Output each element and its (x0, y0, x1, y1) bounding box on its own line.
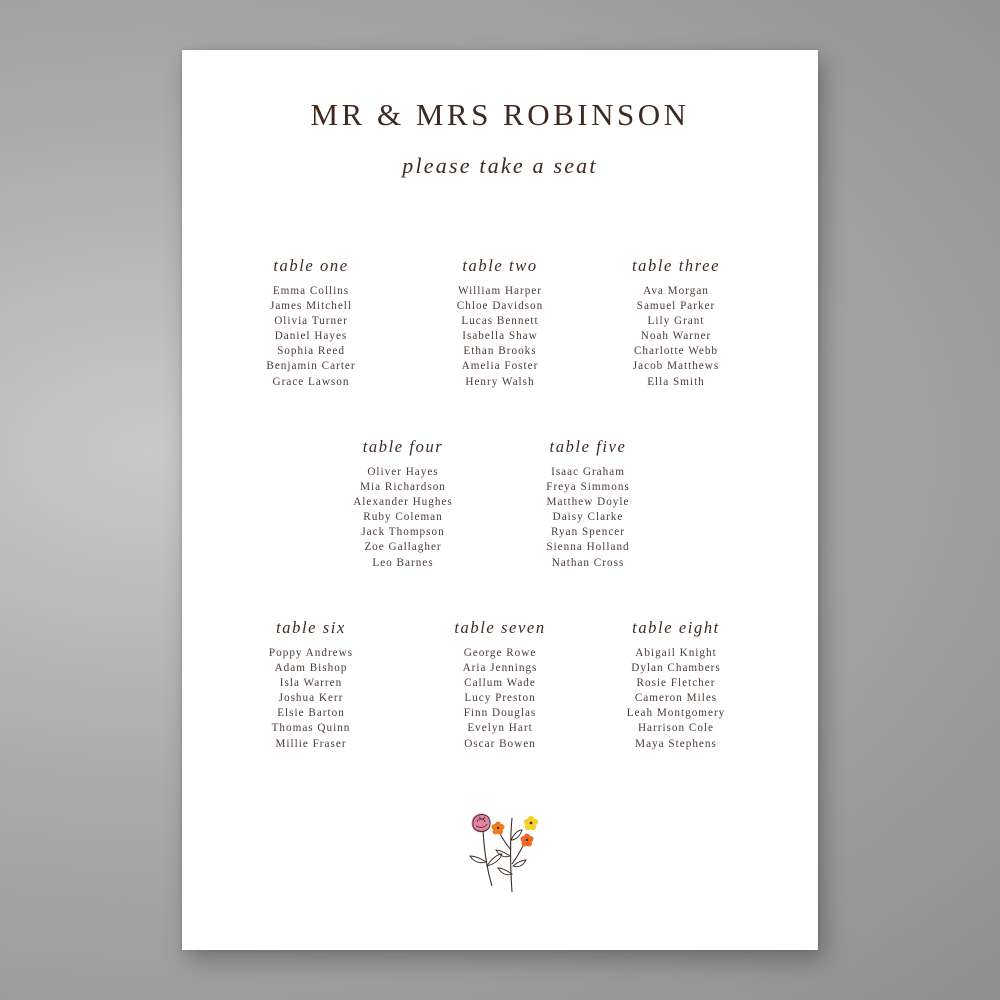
guest-name: Henry Walsh (465, 375, 535, 388)
guest-name: Adam Bishop (274, 662, 348, 675)
guest-name: Harrison Cole (637, 722, 715, 735)
guest-name: William Harper (457, 285, 543, 297)
table-two (410, 256, 590, 390)
guest-name: Ethan Brooks (463, 345, 537, 358)
table-five (498, 437, 678, 571)
guest-name: Leah Montgomery (626, 707, 726, 720)
guest-name: Chloe Davidson (456, 300, 544, 313)
guest-name: Isla Warren (279, 677, 343, 690)
guest-name: Amelia Foster (461, 360, 539, 373)
guest-name: Leo Barnes (372, 556, 434, 569)
table-name: table seven (454, 618, 546, 637)
guest-name: Callum Wade (464, 677, 536, 690)
table-six (221, 618, 401, 752)
guest-name: Rosie Fletcher (636, 677, 716, 690)
guest-name: Ava Morgan (643, 285, 709, 297)
guest-name: Finn Douglas (463, 707, 537, 720)
guest-name: Oliver Hayes (367, 466, 439, 478)
table-name: table one (273, 256, 349, 275)
guest-name: Sophia Reed (277, 345, 345, 358)
guest-name: Sienna Holland (546, 541, 630, 554)
guest-name: Poppy Andrews (268, 647, 354, 659)
guest-name: Jack Thompson (361, 526, 445, 539)
table-seven (410, 618, 590, 752)
guest-name: Ryan Spencer (551, 526, 625, 539)
table-three (586, 256, 766, 390)
guest-name: Zoe Gallagher (364, 541, 442, 554)
couple-title: MR & MRS ROBINSON (310, 97, 690, 132)
table-name: table three (631, 256, 720, 275)
guest-name: Nathan Cross (551, 556, 625, 569)
guest-name: Daisy Clarke (552, 511, 624, 524)
guest-name: Maya Stephens (635, 737, 717, 750)
guest-name: Thomas Quinn (271, 722, 351, 735)
guest-name: Isaac Graham (551, 466, 625, 478)
table-name: table two (462, 256, 538, 275)
guest-name: Millie Fraser (275, 737, 347, 750)
guest-name: Dylan Chambers (631, 662, 721, 675)
guest-name: Abigail Knight (635, 647, 717, 659)
guest-name: Samuel Parker (636, 300, 716, 313)
table-one (221, 256, 401, 390)
guest-name: Jacob Matthews (632, 360, 720, 373)
guest-name: Noah Warner (640, 330, 712, 343)
guest-name: Elsie Barton (277, 707, 345, 720)
guest-name: Alexander Hughes (353, 496, 453, 509)
guest-name: Lily Grant (647, 315, 705, 328)
guest-name: Mia Richardson (360, 481, 446, 494)
guest-name: James Mitchell (269, 300, 353, 313)
guest-name: Lucy Preston (464, 692, 536, 705)
guest-name: Daniel Hayes (274, 330, 348, 343)
guest-name: Ella Smith (647, 375, 705, 388)
guest-name: George Rowe (463, 647, 537, 659)
table-eight (586, 618, 766, 752)
subtitle: please take a seat (402, 153, 598, 178)
wildflower-illustration-icon (460, 800, 550, 900)
table-name: table six (276, 618, 346, 637)
guest-name: Freya Simmons (546, 481, 630, 494)
guest-name: Olivia Turner (274, 315, 348, 328)
guest-name: Isabella Shaw (462, 330, 538, 343)
guest-name: Ruby Coleman (363, 511, 443, 524)
guest-name: Benjamin Carter (266, 360, 356, 373)
table-name: table eight (632, 618, 720, 637)
guest-name: Emma Collins (272, 285, 350, 297)
guest-name: Grace Lawson (272, 375, 350, 388)
guest-name: Aria Jennings (462, 662, 538, 675)
guest-name: Lucas Bennett (461, 315, 539, 328)
guest-name: Evelyn Hart (467, 722, 533, 735)
seating-chart-card (182, 50, 818, 950)
guest-name: Joshua Kerr (278, 692, 344, 705)
guest-name: Oscar Bowen (464, 737, 536, 750)
table-four (313, 437, 493, 571)
table-name: table four (362, 437, 444, 456)
table-name: table five (549, 437, 627, 456)
guest-name: Charlotte Webb (633, 345, 719, 358)
guest-name: Cameron Miles (634, 692, 718, 705)
guest-name: Matthew Doyle (546, 496, 630, 509)
